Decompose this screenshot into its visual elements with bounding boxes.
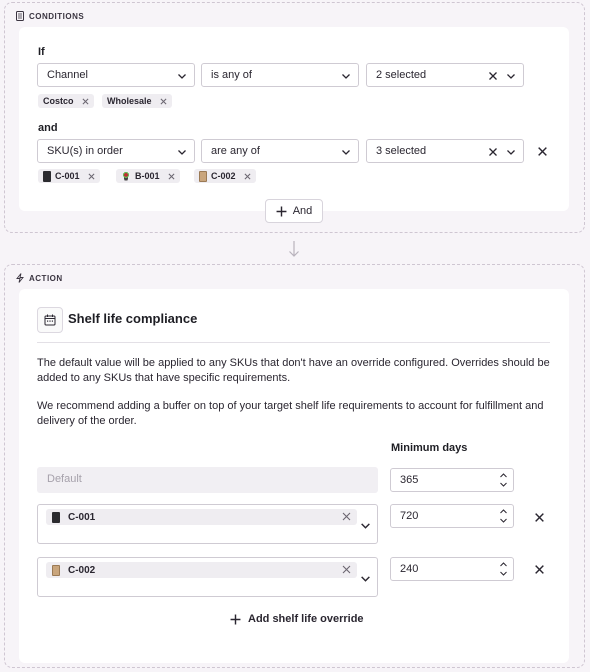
remove-chip-icon[interactable] — [160, 98, 167, 105]
remove-chip-icon[interactable] — [342, 512, 351, 521]
product-thumbnail — [199, 171, 207, 182]
remove-override-icon[interactable] — [534, 512, 545, 523]
condition-field-select[interactable]: Channel — [37, 63, 195, 87]
chip-wholesale: Wholesale — [102, 94, 172, 108]
condition-value-select[interactable]: 3 selected — [366, 139, 524, 163]
chevron-down-icon — [341, 147, 351, 157]
chevron-down-icon — [177, 71, 187, 81]
override-sku-select[interactable] — [37, 557, 378, 597]
override-days-input[interactable]: 240 — [390, 557, 514, 581]
chevron-down-icon — [506, 147, 516, 157]
minimum-days-header: Minimum days — [391, 442, 468, 454]
chip-costco: Costco — [38, 94, 94, 108]
sku-chip: C-001 — [46, 509, 357, 525]
arrow-down-icon — [288, 240, 300, 258]
remove-chip-icon[interactable] — [168, 173, 175, 180]
override-days-input[interactable]: 720 — [390, 504, 514, 528]
add-and-condition-button[interactable]: And — [265, 199, 323, 223]
stepper-icon[interactable] — [499, 560, 508, 578]
action-section-label: ACTION — [15, 273, 63, 283]
if-label: If — [38, 46, 45, 58]
conditions-section-label: CONDITIONS — [15, 11, 84, 21]
chip-c-001: C-001 — [38, 169, 100, 183]
conditions-card — [19, 27, 569, 211]
condition-operator-select[interactable]: is any of — [201, 63, 359, 87]
product-thumbnail — [52, 565, 60, 576]
lightning-icon — [15, 273, 25, 283]
remove-override-icon[interactable] — [534, 564, 545, 575]
stepper-icon[interactable] — [499, 471, 508, 489]
stepper-icon[interactable] — [499, 507, 508, 525]
remove-chip-icon[interactable] — [244, 173, 251, 180]
condition-field-select[interactable]: SKU(s) in order — [37, 139, 195, 163]
chevron-down-icon — [360, 573, 371, 584]
remove-chip-icon[interactable] — [88, 173, 95, 180]
default-days-input[interactable]: 365 — [390, 468, 514, 492]
clear-icon[interactable] — [488, 71, 498, 81]
remove-chip-icon[interactable] — [342, 565, 351, 574]
chevron-down-icon — [506, 71, 516, 81]
chevron-down-icon — [177, 147, 187, 157]
chip-c-002: C-002 — [194, 169, 256, 183]
recommendation-paragraph: We recommend adding a buffer on top of your target shelf life requirements to account for fulfillment and delivery of the order. — [37, 400, 544, 427]
condition-operator-select[interactable]: are any of — [201, 139, 359, 163]
clear-icon[interactable] — [488, 147, 498, 157]
product-thumbnail — [43, 171, 51, 182]
plus-icon — [230, 614, 241, 625]
sku-chip: C-002 — [46, 562, 357, 578]
chip-b-001: B-001 — [116, 169, 180, 183]
product-thumbnail — [121, 171, 131, 182]
add-shelf-life-override-button[interactable]: Add shelf life override — [230, 613, 364, 625]
description-paragraph: The default value will be applied to any SKUs that don't have an override configured. Overrides should be added to any SKUs that have specific requirements. — [37, 357, 550, 384]
and-label: and — [38, 122, 58, 134]
default-sku-field: Default — [37, 467, 378, 493]
divider — [37, 342, 550, 343]
condition-value-select[interactable]: 2 selected — [366, 63, 524, 87]
calendar-icon-box — [37, 307, 63, 333]
calendar-icon — [44, 314, 56, 326]
override-sku-select[interactable] — [37, 504, 378, 544]
remove-condition-icon[interactable] — [537, 146, 548, 157]
action-title: Shelf life compliance — [68, 311, 198, 326]
list-icon — [15, 11, 25, 21]
plus-icon — [276, 206, 287, 217]
chevron-down-icon — [360, 520, 371, 531]
remove-chip-icon[interactable] — [82, 98, 89, 105]
product-thumbnail — [52, 512, 60, 523]
chevron-down-icon — [341, 71, 351, 81]
